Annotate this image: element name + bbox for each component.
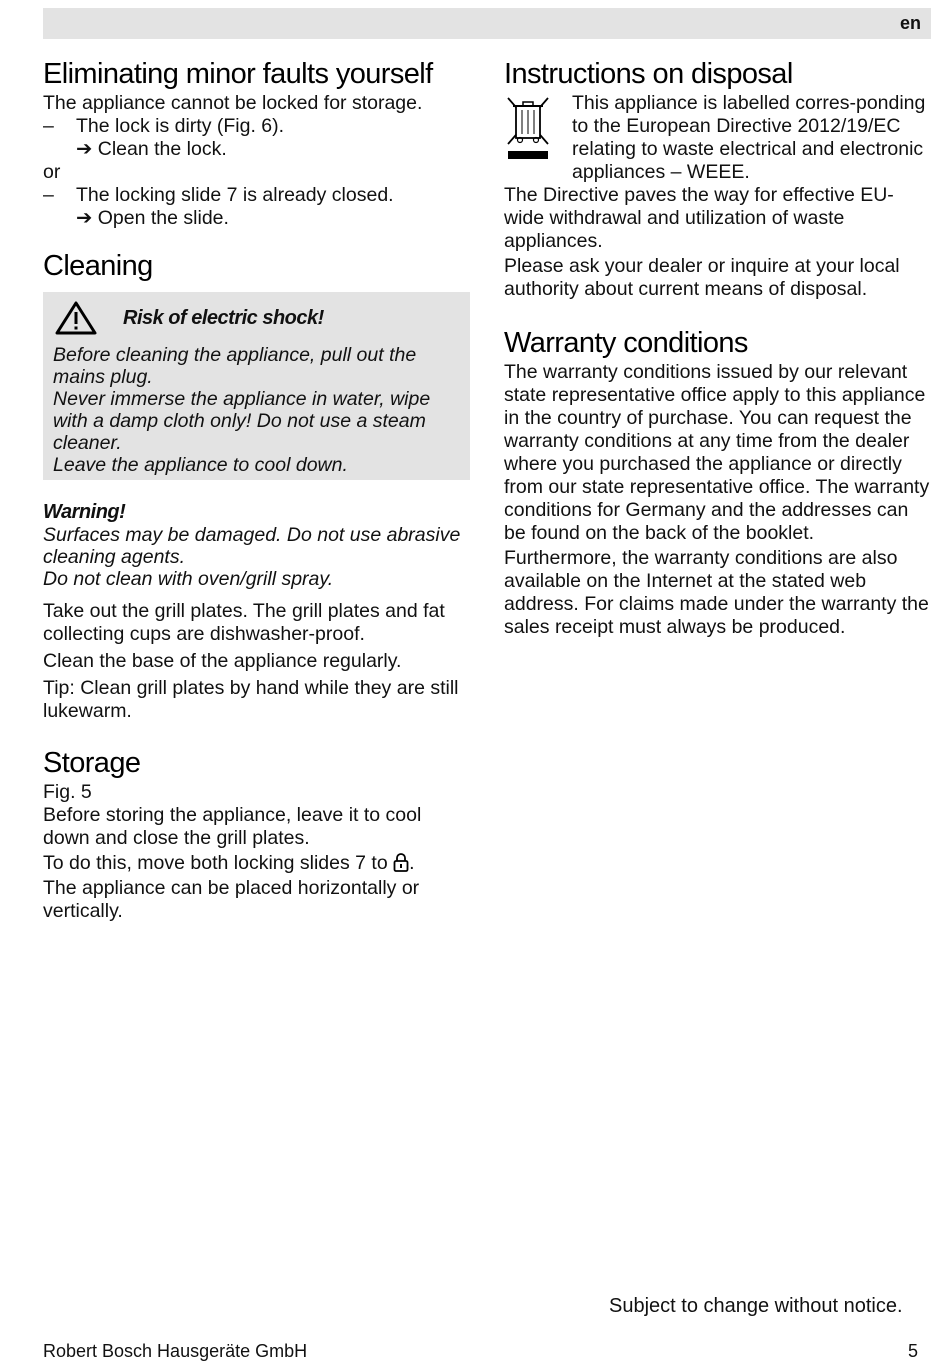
warranty-heading: Warranty conditions: [504, 327, 748, 359]
warning-triangle-icon: [55, 301, 97, 335]
storage-p2: [43, 852, 470, 875]
warranty-p2: Furthermore, the warranty conditions are also available on the Internet at the stated web address. For claims made under the warranty the sales receipt must always be produced.: [504, 547, 929, 638]
tip-label: Tip:: [43, 677, 75, 699]
fault-cause-1-text: The lock is dirty (Fig. 6).: [76, 115, 285, 137]
change-notice: Subject to change without notice.: [609, 1295, 903, 1317]
tip-text: Clean grill plates by hand while they are still lukewarm.: [43, 677, 459, 722]
fault-action-2: [43, 207, 470, 230]
risk-line: Never immerse the appliance in water, wipe with a damp cloth only! Do not use a steam cleaner.: [53, 388, 431, 454]
disposal-p2: Please ask your dealer or inquire at your local authority about current means of disposal.: [504, 255, 900, 300]
warning-line: Do not clean with oven/grill spray.: [43, 568, 334, 590]
or-text: or: [43, 161, 61, 183]
disposal-p1: The Directive paves the way for effective EU-wide withdrawal and utilization of waste appliances.: [504, 184, 894, 252]
arrow-right-icon: ➔: [76, 207, 98, 229]
page-number: 5: [908, 1341, 919, 1361]
storage-p2-end: .: [409, 852, 415, 874]
storage-p3: The appliance can be placed horizontally or vertically.: [43, 877, 420, 922]
weee-text: This appliance is labelled corres-ponding to the European Directive 2012/19/EC relating to waste electrical and electronic appliances – WEEE.: [572, 92, 926, 183]
crossed-out-bin-icon: [504, 94, 552, 160]
fault-cause-2: [43, 184, 470, 207]
risk-line: Before cleaning the appliance, pull out the mains plug.: [53, 344, 417, 388]
storage-p2-text: To do this, move both locking slides 7 to: [43, 852, 394, 874]
disposal-heading: Instructions on disposal: [504, 58, 793, 90]
fault-action-1-text: Clean the lock.: [97, 138, 227, 160]
dash: –: [43, 184, 54, 206]
spacer: [504, 301, 932, 325]
dash: –: [43, 115, 54, 137]
weee-block: [504, 92, 932, 184]
risk-warning-box: [43, 292, 470, 480]
storage-p1: Before storing the appliance, leave it to cool down and close the grill plates.: [43, 804, 422, 849]
faults-intro: The appliance cannot be locked for storage.: [43, 92, 423, 114]
warning-line: Surfaces may be damaged. Do not use abrasive cleaning agents.: [43, 524, 461, 568]
risk-warning-header: [53, 302, 460, 334]
cleaning-heading: Cleaning: [43, 250, 153, 282]
risk-title: Risk of electric shock!: [123, 306, 324, 329]
spacer: [43, 723, 470, 745]
lock-icon: [393, 852, 409, 872]
left-column: [43, 56, 470, 923]
spacer: [43, 230, 470, 248]
fault-action-1: [43, 138, 470, 161]
cleaning-tip: [43, 677, 470, 723]
fault-cause-1: [43, 115, 470, 138]
cleaning-paragraph: Clean the base of the appliance regularly.: [43, 650, 402, 672]
warning-title: Warning!: [43, 501, 126, 523]
arrow-right-icon: ➔: [76, 138, 98, 160]
right-column: [504, 56, 932, 639]
cleaning-paragraph: Take out the grill plates. The grill plates and fat collecting cups are dishwasher-proof.: [43, 600, 445, 645]
fault-action-2-text: Open the slide.: [97, 207, 229, 229]
risk-line: Leave the appliance to cool down.: [53, 454, 348, 476]
storage-heading: Storage: [43, 747, 141, 779]
header-bar: [43, 8, 931, 39]
fault-cause-2-text: The locking slide 7 is already closed.: [76, 184, 394, 206]
language-code: en: [899, 13, 921, 33]
storage-fig: Fig. 5: [43, 781, 92, 803]
footer-company: Robert Bosch Hausgeräte GmbH: [43, 1341, 308, 1361]
warranty-p1: The warranty conditions issued by our relevant state representative office apply to this appliance in the country of purchase. You can request the warranty conditions at any time from the dealer where you purchased the appliance or directly from our state representative office. The warranty conditions for Germany and the addresses can be found on the back of the booklet.: [504, 361, 930, 544]
faults-heading: Eliminating minor faults yourself: [43, 58, 433, 90]
